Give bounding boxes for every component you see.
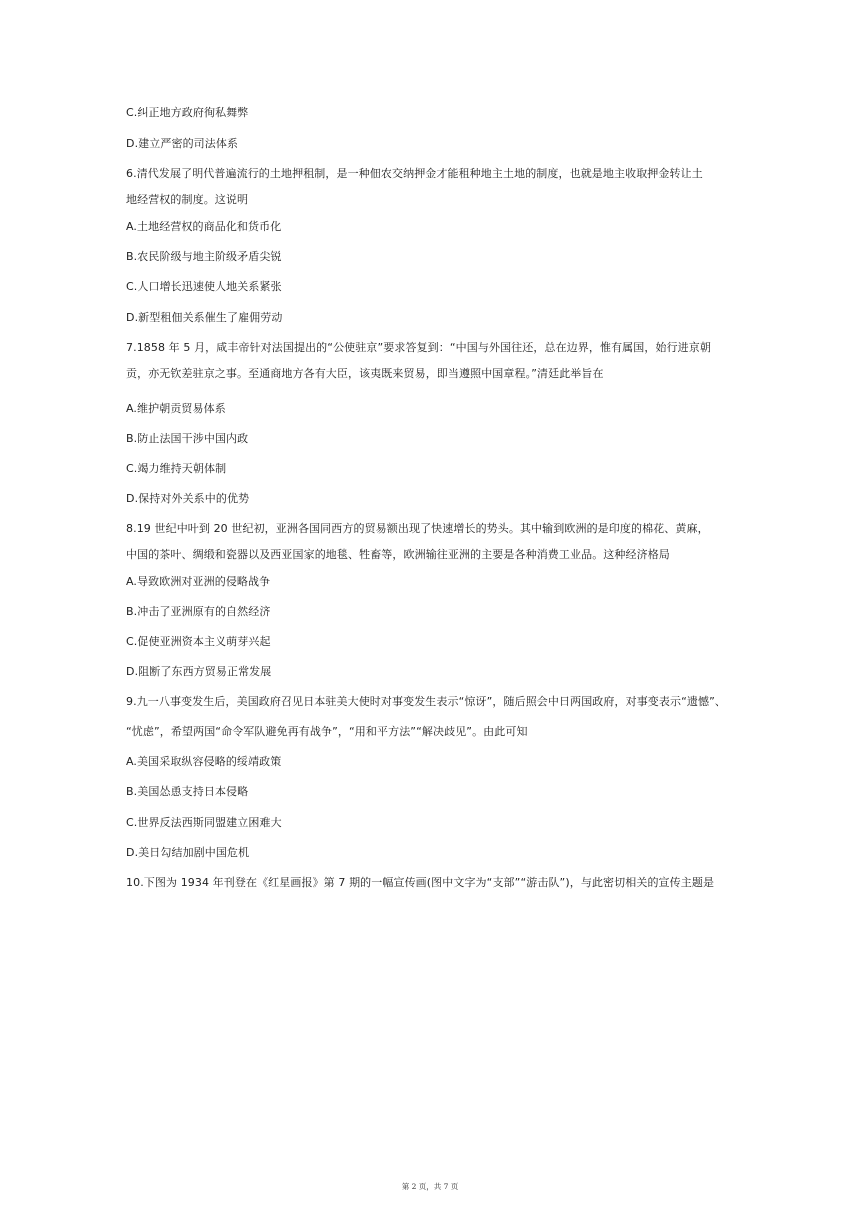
question-6-line-2: 地经营权的制度。这说明 xyxy=(126,193,249,206)
option-c-q6: C.人口增长迅速使人地关系紧张 xyxy=(126,280,282,293)
question-9-line-1: 9.九一八事变发生后，美国政府召见日本驻美大使时对事变发生表示“惊讶”，随后照会中日两国政府，对事变表示“遗憾”、 xyxy=(126,695,726,708)
page-number-footer: 第 2 页，共 7 页 xyxy=(401,1182,459,1191)
question-6-line-1: 6.清代发展了明代普遍流行的土地押租制，是一种佃农交纳押金才能租种地主土地的制度，也就是地主收取押金转让土 xyxy=(126,167,703,180)
option-c-q8: C.促使亚洲资本主义萌芽兴起 xyxy=(126,635,271,648)
option-b-q6: B.农民阶级与地主阶级矛盾尖锐 xyxy=(126,250,282,263)
option-d-q5: D.建立严密的司法体系 xyxy=(126,137,239,150)
option-c-q5: C.纠正地方政府徇私舞弊 xyxy=(126,106,249,119)
option-a-q7: A.维护朝贡贸易体系 xyxy=(126,402,226,415)
question-8-line-1: 8.19 世纪中叶到 20 世纪初，亚洲各国同西方的贸易额出现了快速增长的势头。其中输到欧洲的是印度的棉花、黄麻， xyxy=(126,522,709,535)
question-7-line-2: 贡，亦无钦差驻京之事。至通商地方各有大臣，该夷既来贸易，即当遵照中国章程。”清廷此举旨在 xyxy=(126,367,604,380)
option-d-q9: D.美日勾结加剧中国危机 xyxy=(126,846,250,859)
question-7-line-1: 7.1858 年 5 月，咸丰帝针对法国提出的“公使驻京”要求答复到：“中国与外国往还，总在边界，惟有属国，始行进京朝 xyxy=(126,341,711,354)
question-8-line-2: 中国的茶叶、绸缎和瓷器以及西亚国家的地毯、牲畜等，欧洲输往亚洲的主要是各种消费工业品。这种经济格局 xyxy=(126,548,670,561)
option-d-q8: D.阻断了东西方贸易正常发展 xyxy=(126,665,272,678)
option-a-q6: A.土地经营权的商品化和货币化 xyxy=(126,220,282,233)
option-c-q9: C.世界反法西斯同盟建立困难大 xyxy=(126,816,282,829)
question-9-line-2: “忧虑”，希望两国“命令军队避免再有战争”，“用和平方法”“解决歧见”。由此可知 xyxy=(126,725,528,738)
option-d-q7: D.保持对外关系中的优势 xyxy=(126,492,250,505)
option-a-q9: A.美国采取纵容侵略的绥靖政策 xyxy=(126,755,282,768)
option-b-q7: B.防止法国干涉中国内政 xyxy=(126,432,249,445)
option-b-q8: B.冲击了亚洲原有的自然经济 xyxy=(126,605,271,618)
option-b-q9: B.美国怂恿支持日本侵略 xyxy=(126,785,249,798)
question-10: 10.下图为 1934 年刊登在《红星画报》第 7 期的一幅宣传画(图中文字为“支部”“游击队”)，与此密切相关的宣传主题是 xyxy=(126,876,715,889)
option-d-q6: D.新型租佃关系催生了雇佣劳动 xyxy=(126,311,283,324)
option-a-q8: A.导致欧洲对亚洲的侵略战争 xyxy=(126,575,271,588)
option-c-q7: C.竭力维持天朝体制 xyxy=(126,462,227,475)
